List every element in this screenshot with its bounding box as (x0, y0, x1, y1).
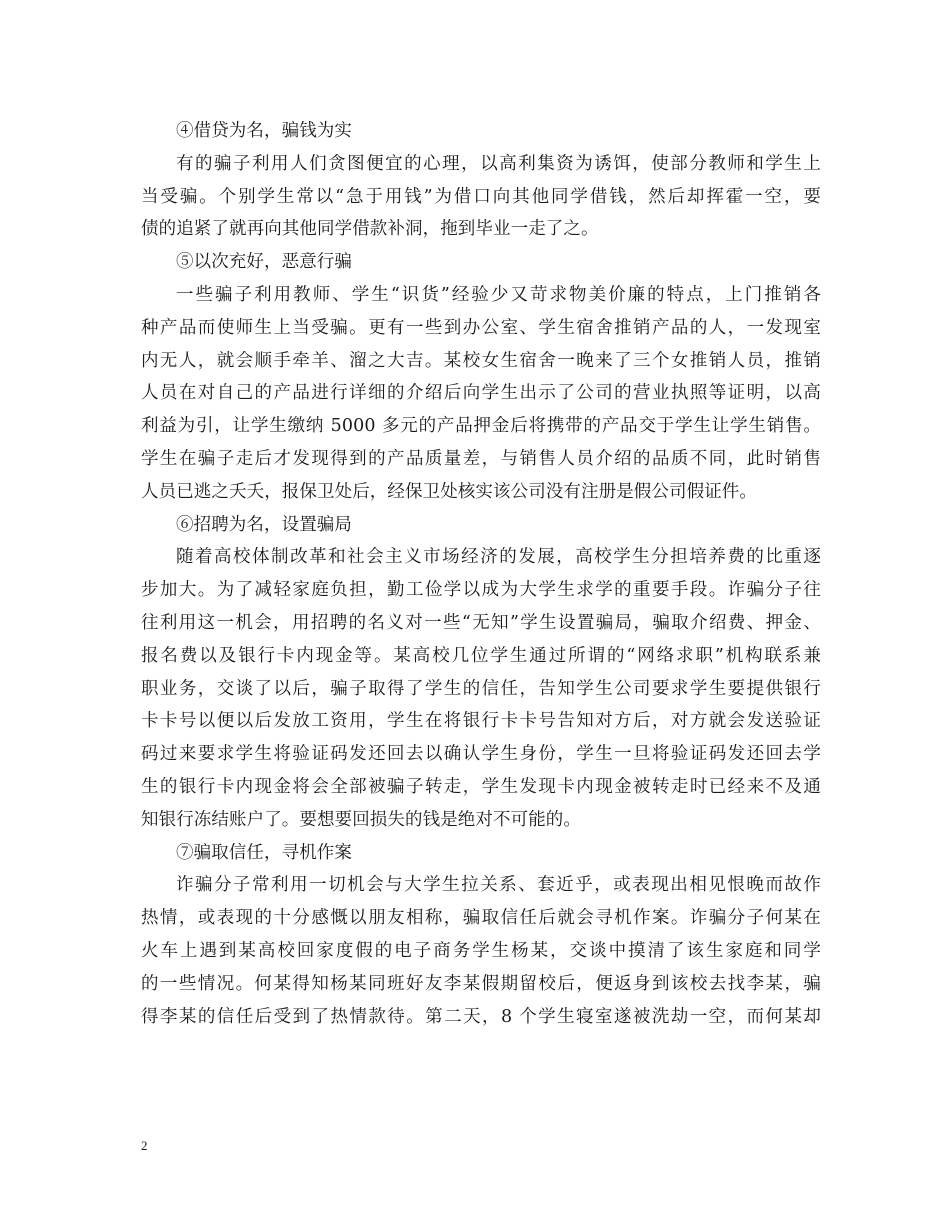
text-line: 火车上遇到某高校回家度假的电子商务学生杨某，交谈中摸清了该生家庭和同学 (141, 940, 821, 961)
text-line: 诈骗分子常利用一切机会与大学生拉关系、套近乎，或表现出相见恨晚而故作 (176, 875, 821, 896)
text-line: ⑦骗取信任，寻机作案 (176, 842, 352, 863)
text-line: 职业务，交谈了以后，骗子取得了学生的信任，告知学生公司要求学生要提供银行 (141, 678, 821, 699)
text-line: ⑥招聘为名，设置骗局 (176, 514, 352, 535)
text-line: 学生在骗子走后才发现得到的产品质量差，与销售人员介绍的品质不同，此时销售 (141, 448, 821, 469)
text-line: 的一些情况。何某得知杨某同班好友李某假期留校后，便返身到该校去找李某，骗 (141, 973, 821, 994)
text-line: 热情，或表现的十分感慨以朋友相称，骗取信任后就会寻机作案。诈骗分子何某在 (141, 908, 821, 929)
text-line: 知银行冻结账户了。要想要回损失的钱是绝对不可能的。 (141, 809, 581, 830)
text-line: 人员在对自己的产品进行详细的介绍后向学生出示了公司的营业执照等证明，以高 (141, 383, 821, 404)
document-body (141, 115, 821, 1033)
text-line: 往利用这一机会，用招聘的名义对一些“无知”学生设置骗局，骗取介绍费、押金、 (141, 612, 821, 633)
text-line: ⑤以次充好，恶意行骗 (176, 252, 352, 273)
text-line: 债的追紧了就再向其他同学借款补洞，拖到毕业一走了之。 (141, 219, 599, 240)
text-line: 随着高校体制改革和社会主义市场经济的发展，高校学生分担培养费的比重逐 (176, 547, 821, 568)
text-line: 种产品而使师生上当受骗。更有一些到办公室、学生宿舍推销产品的人，一发现室 (141, 317, 821, 338)
page-number: 2 (141, 1138, 148, 1153)
text-line: 有的骗子利用人们贪图便宜的心理，以高利集资为诱饵，使部分教师和学生上 (176, 153, 821, 174)
text-line: 码过来要求学生将验证码发还回去以确认学生身份，学生一旦将验证码发还回去学 (141, 744, 821, 765)
text-line: 人员已逃之夭夭，报保卫处后，经保卫处核实该公司没有注册是假公司假证件。 (141, 481, 757, 502)
text-line: ④借贷为名，骗钱为实 (176, 121, 352, 141)
text-line: 步加大。为了减轻家庭负担，勤工俭学以成为大学生求学的重要手段。诈骗分子往 (141, 580, 821, 601)
text-line: 得李某的信任后受到了热情款待。第二天，8 个学生寝室遂被洗劫一空，而何某却 (141, 1006, 821, 1027)
text-line: 利益为引，让学生缴纳 5000 多元的产品押金后将携带的产品交于学生让学生销售。 (141, 416, 821, 437)
text-line: 一些骗子利用教师、学生“识货”经验少又苛求物美价廉的特点，上门推销各 (176, 284, 821, 305)
text-line: 卡卡号以便以后发放工资用，学生在将银行卡卡号告知对方后，对方就会发送验证 (141, 711, 821, 732)
text-line: 内无人，就会顺手牵羊、溜之大吉。某校女生宿舍一晚来了三个女推销人员，推销 (141, 350, 821, 371)
text-line: 生的银行卡内现金将会全部被骗子转走，学生发现卡内现金被转走时已经来不及通 (141, 776, 821, 797)
text-line: 当受骗。个别学生常以“急于用钱”为借口向其他同学借钱，然后却挥霍一空，要 (141, 186, 821, 207)
text-line: 报名费以及银行卡内现金等。某高校几位学生通过所谓的“网络求职”机构联系兼 (141, 645, 821, 666)
